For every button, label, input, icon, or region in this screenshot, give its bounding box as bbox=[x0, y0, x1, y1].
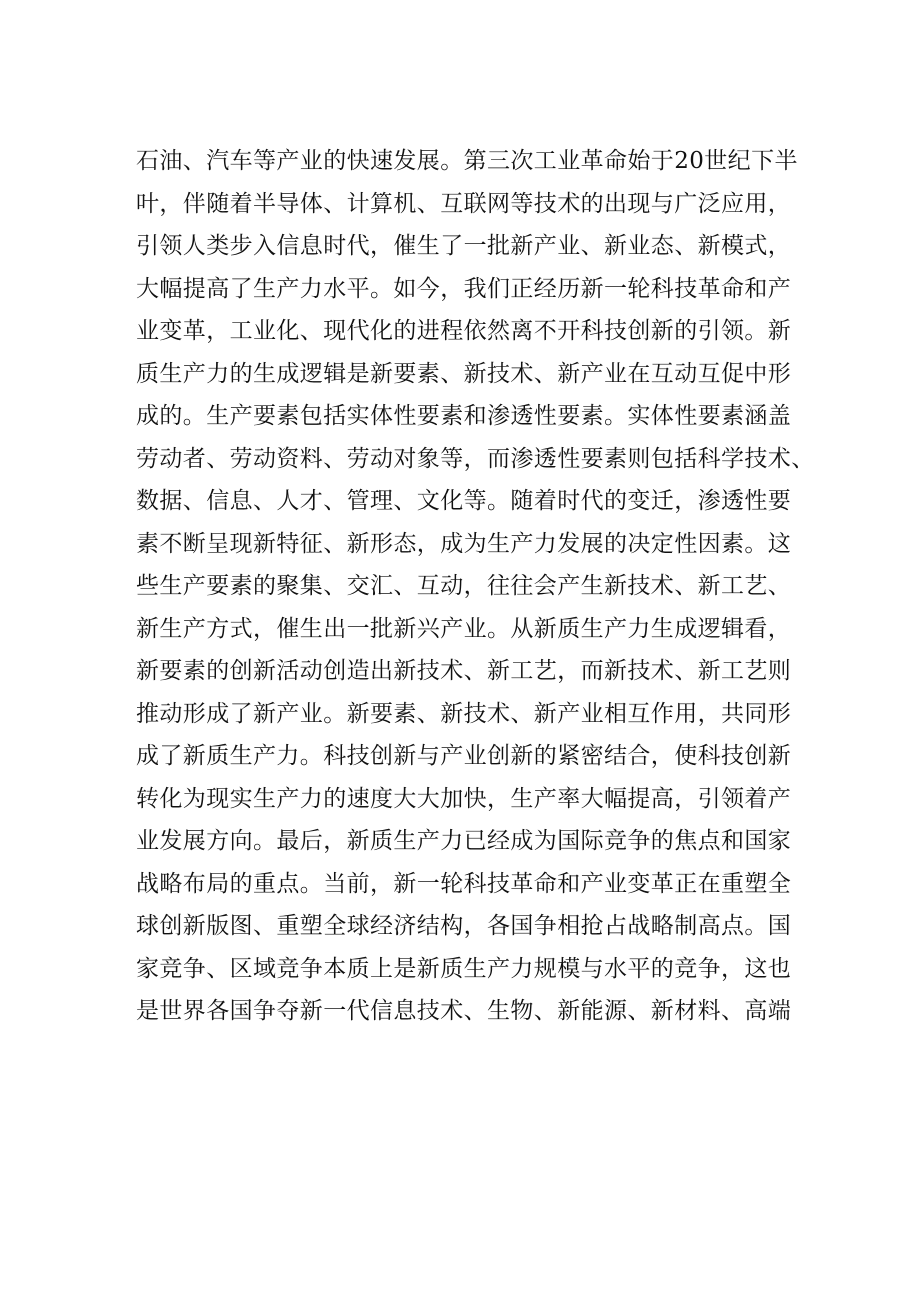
text-line: 新要素的创新活动创造出新技术、新工艺，而新技术、新工艺则 bbox=[136, 658, 792, 684]
text-line: 新生产方式，催生出一批新兴产业。从新质生产力生成逻辑看， bbox=[136, 615, 792, 642]
body-paragraph bbox=[136, 140, 816, 1033]
text-line: 是世界各国争夺新一代信息技术、生物、新能源、新材料、高端 bbox=[136, 998, 792, 1024]
text-line: 业发展方向。最后，新质生产力已经成为国际竞争的焦点和国家 bbox=[136, 828, 792, 854]
text-line: 石油、汽车等产业的快速发展。第三次工业革命始于20世纪下半 bbox=[136, 148, 798, 174]
text-line: 成了新质生产力。科技创新与产业创新的紧密结合，使科技创新 bbox=[136, 743, 792, 769]
text-line: 数据、信息、人才、管理、文化等。随着时代的变迁，渗透性要 bbox=[136, 488, 792, 514]
text-line: 推动形成了新产业。新要素、新技术、新产业相互作用，共同形 bbox=[136, 700, 792, 727]
text-line: 叶，伴随着半导体、计算机、互联网等技术的出现与广泛应用， bbox=[136, 190, 792, 217]
text-line: 引领人类步入信息时代，催生了一批新产业、新业态、新模式， bbox=[136, 233, 792, 259]
text-line: 家竞争、区域竞争本质上是新质生产力规模与水平的竞争，这也 bbox=[136, 955, 792, 982]
text-line: 成的。生产要素包括实体性要素和渗透性要素。实体性要素涵盖 bbox=[136, 403, 792, 429]
text-line: 些生产要素的聚集、交汇、互动，往往会产生新技术、新工艺、 bbox=[136, 573, 792, 599]
text-line: 业变革，工业化、现代化的进程依然离不开科技创新的引领。新 bbox=[136, 318, 792, 344]
text-line: 劳动者、劳动资料、劳动对象等，而渗透性要素则包括科学技术、 bbox=[136, 445, 815, 472]
text-line: 质生产力的生成逻辑是新要素、新技术、新产业在互动互促中形 bbox=[136, 360, 792, 387]
text-line: 战略布局的重点。当前，新一轮科技革命和产业变革正在重塑全 bbox=[136, 870, 792, 897]
text-line: 大幅提高了生产力水平。如今，我们正经历新一轮科技革命和产 bbox=[136, 275, 792, 302]
text-line: 球创新版图、重塑全球经济结构，各国争相抢占战略制高点。国 bbox=[136, 913, 792, 939]
text-line: 转化为现实生产力的速度大大加快，生产率大幅提高，引领着产 bbox=[136, 785, 792, 812]
text-line: 素不断呈现新特征、新形态，成为生产力发展的决定性因素。这 bbox=[136, 530, 792, 557]
